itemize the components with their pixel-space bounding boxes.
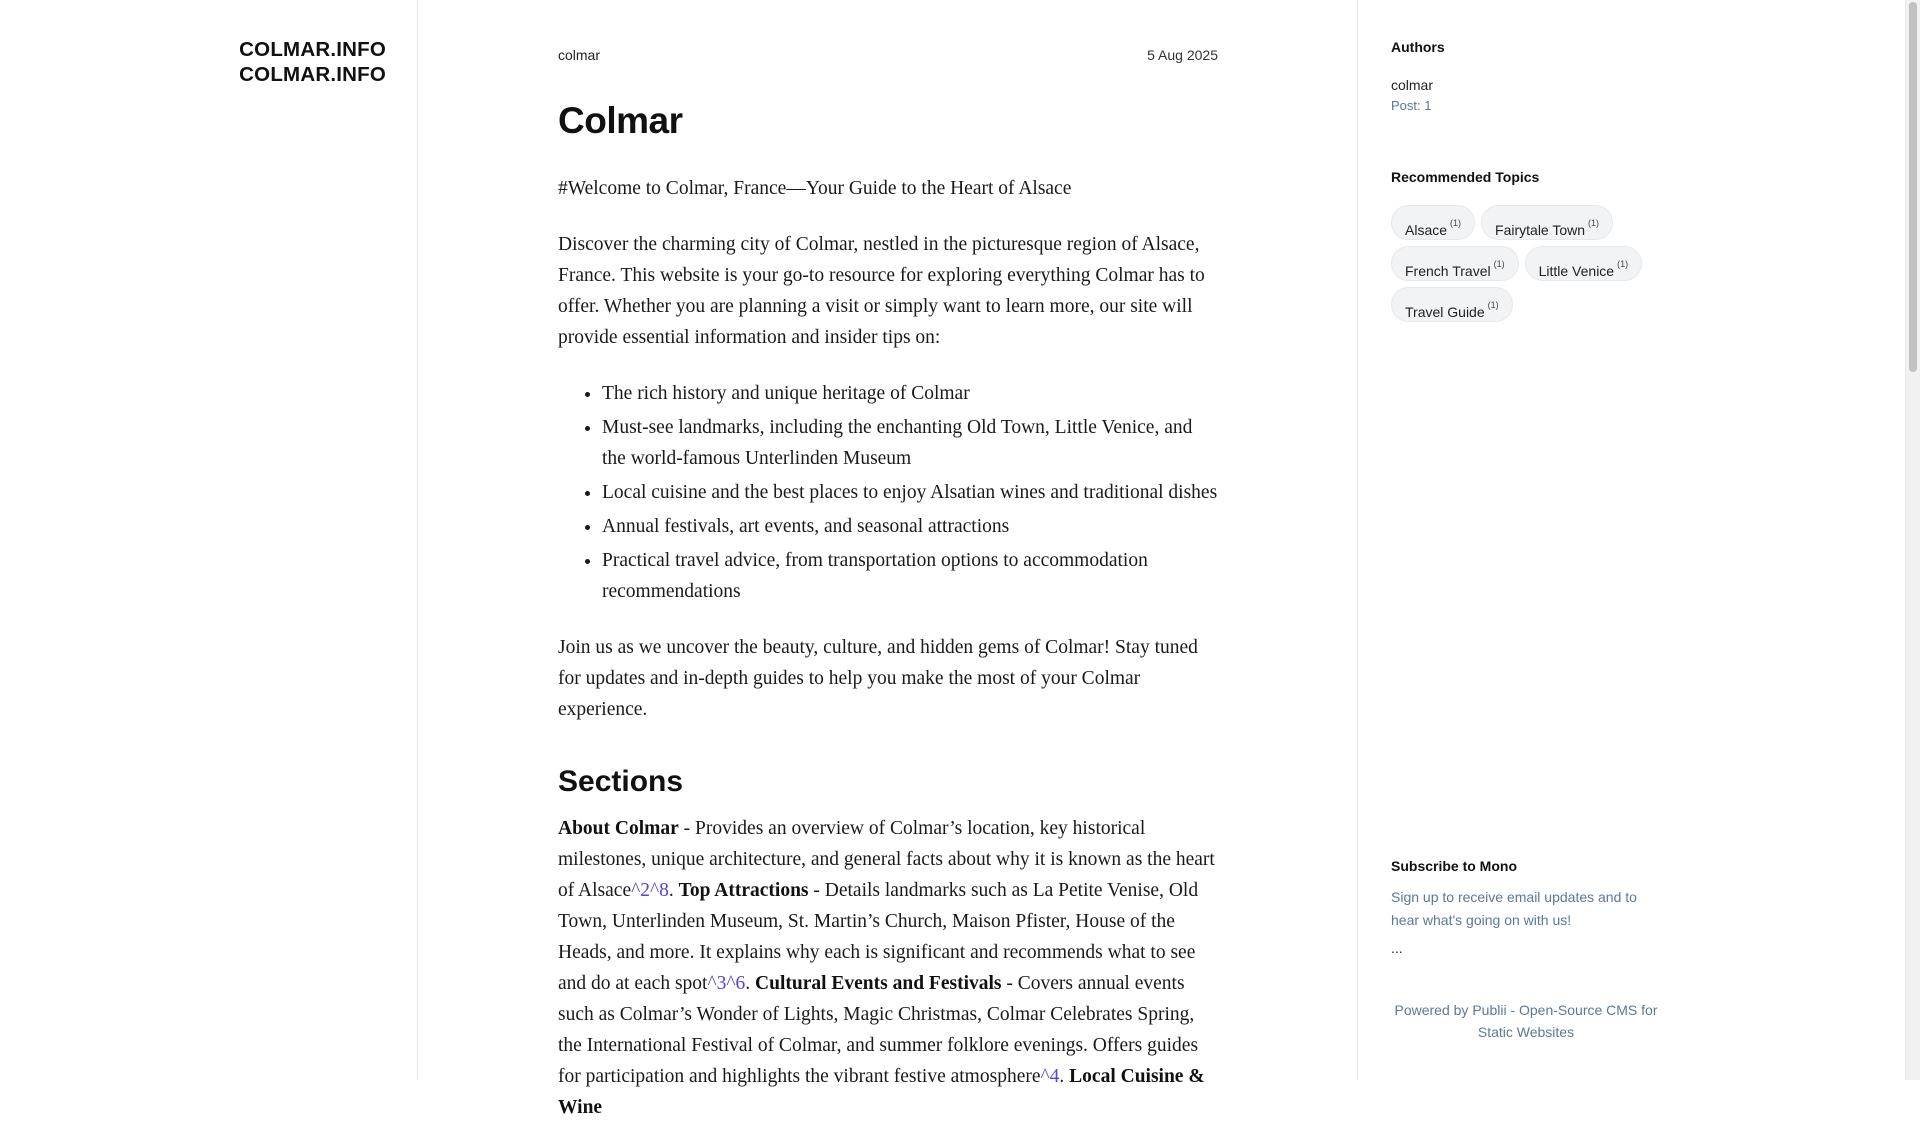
page-scrollbar[interactable] bbox=[1905, 0, 1920, 1080]
footnote-ref-link[interactable]: ^2^8 bbox=[631, 880, 669, 901]
tag-french-travel[interactable] bbox=[1391, 246, 1519, 281]
about-colmar-label: About Colmar bbox=[558, 818, 679, 839]
list-item: • The rich history and unique heritage of Colmar bbox=[602, 378, 1218, 409]
tag-little-venice[interactable] bbox=[1525, 246, 1643, 281]
intro-heading-text: #Welcome to Colmar, France—Your Guide to the Heart of Alsace bbox=[558, 178, 1072, 199]
separator: . bbox=[1059, 1066, 1070, 1087]
list-item: • Practical travel advice, from transportation options to accommodation recommendations bbox=[602, 545, 1218, 607]
tag-label: Alsace bbox=[1405, 222, 1448, 238]
cultural-events-label: Cultural Events and Festivals bbox=[755, 973, 1002, 994]
recommended-topics-heading: Recommended Topics bbox=[1391, 169, 1540, 185]
list-item: • Must-see landmarks, including the enchanting Old Town, Little Venice, and the world-famous Unterlinden Museum bbox=[602, 412, 1218, 474]
scrollbar-thumb[interactable] bbox=[1909, 2, 1917, 372]
site-logo-line-1: COLMAR.INFO bbox=[239, 38, 386, 61]
post-body bbox=[558, 173, 1218, 1148]
separator: . bbox=[668, 880, 679, 901]
author-post-count: Post: 1 bbox=[1391, 98, 1432, 113]
tag-fairytale-town[interactable] bbox=[1481, 205, 1613, 240]
site-header bbox=[0, 0, 418, 1080]
sidebar bbox=[1357, 0, 1905, 1080]
site-logo-line-2: COLMAR.INFO bbox=[239, 62, 386, 86]
list-item: • Local cuisine and the best places to enjoy Alsatian wines and traditional dishes bbox=[602, 477, 1218, 508]
subscribe-form-placeholder: ... bbox=[1391, 940, 1403, 956]
post-date: 5 Aug 2025 bbox=[1147, 47, 1218, 63]
cultural-events-text: - Covers annual events such as Colmar’s Wonder of Lights, Magic Christmas, Colmar Celebrates Spring, the International Festival of Colmar, and summer folklore evenings. Offers guides for participation and highlights the vibrant festive atmosphere bbox=[558, 973, 1199, 1087]
footnote-ref-link[interactable]: ^4 bbox=[1040, 1066, 1060, 1087]
tag-travel-guide[interactable] bbox=[1391, 287, 1513, 322]
powered-by-link[interactable]: Powered by Publii - Open-Source CMS for Static Websites bbox=[1394, 1002, 1658, 1040]
list-item: • Annual festivals, art events, and seasonal attractions bbox=[602, 511, 1218, 542]
tag-label: Travel Guide bbox=[1405, 304, 1485, 320]
tag-count: (1) bbox=[1493, 259, 1505, 269]
top-attractions-label: Top Attractions bbox=[678, 880, 809, 901]
subscribe-description: Sign up to receive email updates and to hear what's going on with us! bbox=[1391, 889, 1637, 928]
tag-count: (1) bbox=[1450, 218, 1462, 228]
separator: . bbox=[745, 973, 756, 994]
top-attractions-text: - Details landmarks such as La Petite Venise, Old Town, Unterlinden Museum, St. Martin’s Church, Maison Pfister, House of the Heads, and more. It explains why each is significant and recommends what to see and do at each spot bbox=[558, 880, 1199, 994]
tag-label: Little Venice bbox=[1538, 263, 1615, 279]
tag-count: (1) bbox=[1588, 218, 1600, 228]
footnote-ref-link[interactable]: ^3^6 bbox=[707, 973, 746, 994]
site-logo-link[interactable] bbox=[239, 38, 386, 87]
sidebar-author-link[interactable]: colmar bbox=[1391, 77, 1434, 93]
post-author-link[interactable]: colmar bbox=[558, 47, 601, 63]
subscribe-heading: Subscribe to Mono bbox=[1391, 858, 1517, 874]
sections-paragraph bbox=[558, 813, 1218, 1123]
tag-label: Fairytale Town bbox=[1495, 222, 1586, 238]
topics-tag-list bbox=[1391, 205, 1691, 322]
highlights-list bbox=[558, 378, 1218, 607]
authors-heading: Authors bbox=[1391, 39, 1445, 55]
intro-paragraph: Discover the charming city of Colmar, nestled in the picturesque region of Alsace, France. This website is your go-to resource for exploring everything Colmar has to offer. Whether you are planning a visit or simply want to learn more, our site will provide essential information and insider tips on: bbox=[558, 234, 1205, 348]
closing-paragraph: Join us as we uncover the beauty, culture, and hidden gems of Colmar! Stay tuned for updates and in-depth guides to help you make the most of your Colmar experience. bbox=[558, 637, 1198, 720]
tag-count: (1) bbox=[1487, 300, 1499, 310]
local-cuisine-label: Local Cuisine & Wine bbox=[558, 1066, 1205, 1118]
tag-label: French Travel bbox=[1405, 263, 1491, 279]
tag-count: (1) bbox=[1617, 259, 1629, 269]
post-title: Colmar bbox=[558, 100, 683, 141]
about-colmar-text: - Provides an overview of Colmar’s location, key historical milestones, unique architecture, and general facts about why it is known as the heart of Alsace bbox=[558, 818, 1215, 901]
tag-alsace[interactable] bbox=[1391, 205, 1475, 240]
sections-heading: Sections bbox=[558, 765, 684, 798]
